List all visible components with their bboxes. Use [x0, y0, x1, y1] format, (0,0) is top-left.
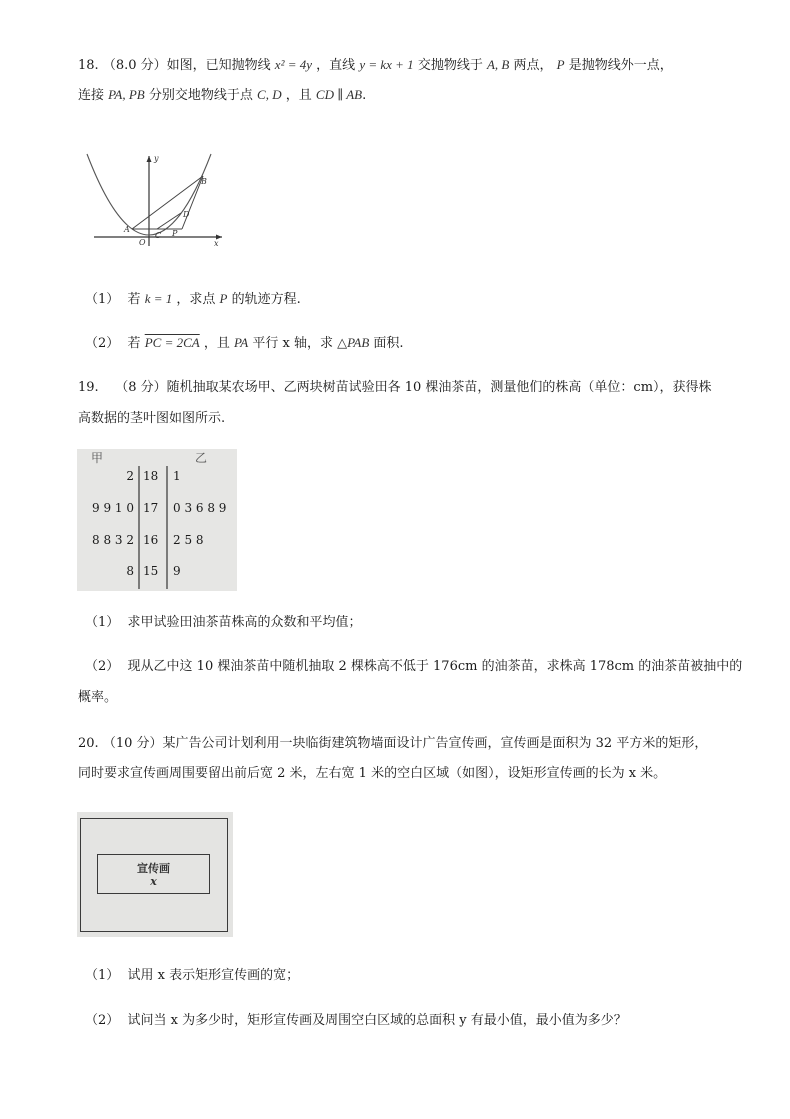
- q19-sub2-text: 现从乙中这 10 棵油茶苗中随机抽取 2 棵株高不低于 176cm 的油茶苗，求株高 178cm 的油茶苗被抽中的: [127, 659, 743, 674]
- q18-parallel: CD ∥ AB: [315, 87, 363, 102]
- q20-text: 某广告公司计划利用一块临街建筑物墙面设计广告宣传画，宣传画是面积为 32 平方米的矩形，: [162, 736, 708, 751]
- stem-leaf-stem: 18: [143, 469, 159, 483]
- origin-label: O: [139, 238, 146, 247]
- q18-sub1-text: ，求点: [176, 292, 216, 307]
- stem-leaf-right-leaves: 0 3 6 8 9: [173, 501, 227, 515]
- sub-index: （1）: [85, 968, 120, 983]
- q18-sub2-text: 平行 x 轴，求: [252, 336, 333, 351]
- q18-sub2-text: ，且: [203, 336, 230, 351]
- q18-text: 分别交地物线于点: [148, 88, 253, 103]
- q19-sub1: [85, 613, 362, 633]
- q19-sub2-text: 概率。: [78, 690, 118, 705]
- poster-label: 宣传画: [137, 862, 170, 875]
- q18-line-eq: y = kx + 1: [359, 57, 414, 72]
- y-label: y: [154, 154, 159, 163]
- q20-text: 同时要求宣传画周围要留出前后宽 2 米，左右宽 1 米的空白区域（如图），设矩形宣传画的长为 x 米。: [78, 766, 667, 781]
- q18-sub2-segment: PA: [234, 335, 249, 350]
- stem-leaf-right-leaves: 9: [173, 564, 181, 578]
- stem-leaf-right-leaves: 1: [173, 469, 181, 483]
- x-label: x: [214, 239, 219, 248]
- q18-number: 18.: [78, 58, 99, 73]
- poster-figure: [77, 812, 233, 937]
- q18-text: ，且: [285, 88, 312, 103]
- poster-var-x: x: [150, 875, 157, 888]
- q18-point-p: P: [556, 57, 565, 72]
- q19-number: 19.: [78, 380, 99, 395]
- q18-sub1-condition: k = 1: [144, 291, 173, 306]
- q18-sub1-text: 的轨迹方程.: [231, 292, 301, 307]
- point-b-label: B: [201, 177, 207, 186]
- q18-sub1-text: 若: [127, 292, 141, 307]
- q19-text: 高数据的茎叶图如图所示.: [78, 411, 226, 426]
- stem-leaf-left-leaves: 2: [126, 469, 134, 483]
- stem-leaf-stem: 15: [143, 564, 159, 578]
- q18-sub2-triangle: △PAB: [337, 335, 370, 350]
- q18-line-2: [78, 85, 366, 106]
- q19-sub2-line-1: [85, 657, 742, 677]
- q18-sub1-point: P: [219, 291, 228, 306]
- q18-text: 是抛物线外一点，: [568, 58, 673, 73]
- q18-sub1: [85, 289, 301, 310]
- q19-score: （8 分）: [115, 380, 167, 395]
- stem-leaf-left-leaves: 8: [126, 564, 134, 578]
- q20-number: 20.: [78, 736, 99, 751]
- point-c-label: C: [155, 231, 162, 240]
- q18-text: 两点，: [513, 58, 553, 73]
- stem-leaf-stem: 17: [143, 501, 159, 515]
- stem-leaf-left-leaves: 8 8 3 2: [92, 533, 134, 547]
- q18-line-1: [78, 55, 673, 76]
- q18-points-ab: A, B: [486, 57, 510, 72]
- q19-text: 随机抽取某农场甲、乙两块树苗试验田各 10 棵油茶苗，测量他们的株高（单位：cm），获得株: [166, 380, 712, 395]
- point-p-label: P: [172, 229, 178, 238]
- y-axis-arrow: [147, 156, 152, 162]
- sub-index: （2）: [85, 1013, 120, 1028]
- stem-leaf-stem: 16: [143, 533, 159, 547]
- stem-leaf-left-leaves: 9 9 1 0: [92, 501, 134, 515]
- stem-leaf-figure: [77, 449, 237, 591]
- q20-sub2: [85, 1011, 627, 1031]
- q20-line-1: [78, 734, 707, 754]
- q19-sub2-line-2: [78, 688, 117, 708]
- point-a-label: A: [124, 225, 130, 234]
- q20-score: （10 分）: [102, 736, 163, 751]
- q18-sub2-vector-eq: PC = 2CA: [144, 335, 200, 350]
- stem-leaf-head-right: 乙: [195, 451, 208, 465]
- q18-parabola-figure: [82, 150, 227, 250]
- q18-sub2: [85, 333, 404, 354]
- q19-sub1-text: 求甲试验田油茶苗株高的众数和平均值；: [127, 615, 362, 630]
- q18-parabola-eq: x² = 4y: [274, 57, 313, 72]
- q19-line-1: [78, 378, 712, 398]
- q18-text: .: [362, 88, 367, 103]
- q18-text: ，直线: [316, 58, 356, 73]
- sub-index: （2）: [85, 659, 120, 674]
- q20-sub1: [85, 966, 299, 986]
- sub-index: （1）: [85, 292, 120, 307]
- q18-score: （8.0 分）: [102, 58, 167, 73]
- q18-text: 连接: [78, 88, 105, 103]
- q20-sub2-text: 试问当 x 为多少时，矩形宣传画及周围空白区域的总面积 y 有最小值，最小值为多少？: [127, 1013, 627, 1028]
- sub-index: （2）: [85, 336, 120, 351]
- q18-segments: PA, PB: [108, 87, 145, 102]
- poster-inner-rect: [97, 854, 210, 894]
- q20-sub1-text: 试用 x 表示矩形宣传画的宽；: [127, 968, 300, 983]
- sub-index: （1）: [85, 615, 120, 630]
- stem-leaf-right-leaves: 2 5 8: [173, 533, 204, 547]
- q19-line-2: [78, 409, 225, 429]
- q18-sub2-text: 若: [127, 336, 141, 351]
- q18-text: 交抛物线于: [417, 58, 483, 73]
- q20-line-2: [78, 764, 666, 784]
- point-d-label: D: [183, 210, 190, 219]
- q18-text: 如图，已知抛物线: [166, 58, 271, 73]
- stem-leaf-head-left: 甲: [91, 451, 104, 465]
- q18-points-cd: C, D: [257, 87, 282, 102]
- q18-sub2-text: 面积.: [373, 336, 404, 351]
